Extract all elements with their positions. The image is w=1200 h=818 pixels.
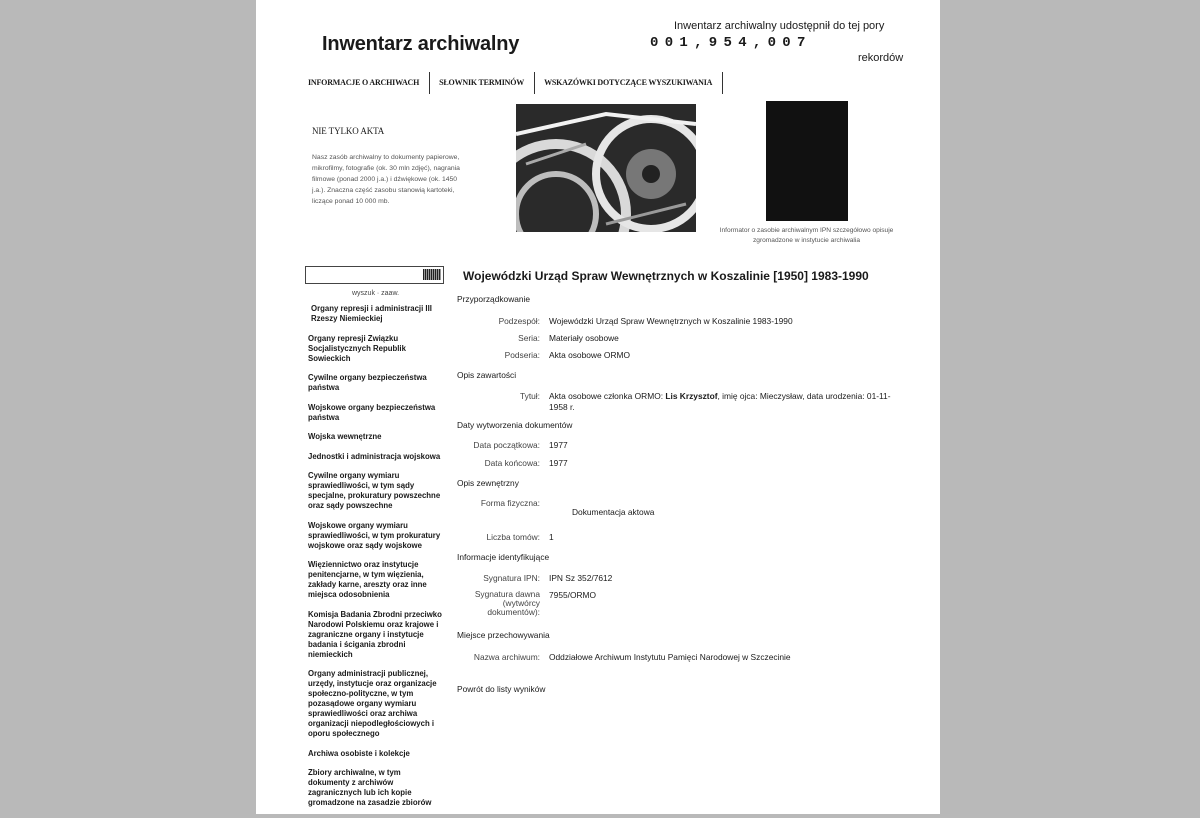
top-nav: [308, 72, 732, 101]
section-heading: Opis zewnętrzny: [457, 478, 519, 488]
document-page: [256, 0, 940, 814]
field-value: Oddziałowe Archiwum Instytutu Pamięci Narodowej w Szczecinie: [549, 652, 791, 662]
section-heading: Opis zawartości: [457, 370, 517, 380]
book-cover-photo[interactable]: [766, 101, 848, 221]
section-heading: Przyporządkowanie: [457, 294, 531, 304]
field-label: Data końcowa:: [484, 458, 540, 468]
sidebar-item[interactable]: Zbiory archiwalne, w tym dokumenty z archiwów zagranicznych lub ich kopie gromadzone na zasadzie zbiorów: [308, 768, 432, 807]
promo-text: Nasz zasób archiwalny to dokumenty papierowe, mikrofilmy, fotografie (ok. 30 mln zdjęć), nagrania filmowe (ponad 2000 j.a.) i dźwiękowe (ok. 1450 j.a.). Znaczna część zasobu stanowią kartoteki, liczące ponad 10 000 mb.: [312, 154, 460, 205]
back-to-results-link[interactable]: Powrót do listy wyników: [457, 684, 546, 694]
field-value: Materiały osobowe: [549, 333, 619, 343]
nav-divider: [722, 72, 723, 94]
search-input[interactable]: [305, 266, 444, 284]
title-prefix: Akta osobowe członka ORMO:: [549, 391, 666, 401]
photo-caption: Informator o zasobie archiwalnym IPN szczegółowo opisuje zgromadzone w instytucie archiwalia: [719, 227, 894, 244]
nav-search-tips[interactable]: WSKAZÓWKI DOTYCZĄCE WYSZUKIWANIA: [544, 78, 713, 87]
sidebar-item[interactable]: Komisja Badania Zbrodni przeciwko Narodowi Polskiemu oraz krajowe i zagraniczne organy i instytucje badania i ścigania zbrodni niemieckich: [308, 609, 442, 659]
sidebar-item[interactable]: Wojska wewnętrzne: [308, 432, 382, 441]
sidebar-item[interactable]: Organy represji i administracji III Rzeszy Niemieckiej: [311, 304, 432, 323]
sidebar-item[interactable]: Organy represji Związku Socjalistycznych Republik Sowieckich: [308, 333, 406, 363]
section-heading: Daty wytworzenia dokumentów: [457, 420, 573, 430]
field-value: 1977: [549, 458, 568, 468]
field-value: 1977: [549, 440, 568, 450]
nav-glossary[interactable]: SŁOWNIK TERMINÓW: [439, 78, 525, 87]
field-label: Tytuł:: [519, 391, 540, 401]
page-title: Inwentarz archiwalny: [322, 33, 520, 55]
nav-divider: [534, 72, 535, 94]
sidebar-item[interactable]: Cywilne organy wymiaru sprawiedliwości, w tym sądy specjalne, prokuratury powszechne oraz sądy powszechne: [308, 471, 441, 510]
sidebar-item[interactable]: Więziennictwo oraz instytucje penitencjarne, w tym więzienia, zakłady karne, areszty oraz inne miejsca odosobnienia: [308, 560, 427, 599]
field-label: Podseria:: [504, 350, 540, 360]
sidebar-item[interactable]: Cywilne organy bezpieczeństwa państwa: [308, 373, 427, 392]
person-name: Lis Krzysztof: [665, 391, 718, 401]
sidebar-item[interactable]: Wojskowe organy bezpieczeństwa państwa: [308, 402, 436, 422]
field-label: Podzespół:: [498, 316, 540, 326]
section-heading: Informacje identyfikujące: [457, 552, 550, 562]
title-suffix: , imię ojca: Mieczysław, data urodzenia: 01-11-1958 r.: [549, 391, 891, 412]
field-value: Wojewódzki Urząd Spraw Wewnętrznych w Koszalinie 1983-1990: [549, 316, 793, 326]
promo-heading[interactable]: NIE TYLKO AKTA: [312, 126, 385, 136]
field-label: Sygnatura IPN:: [483, 573, 540, 583]
record-counter: 001,954,007: [650, 35, 812, 51]
film-reels-photo: [516, 104, 696, 232]
field-label: Data początkowa:: [473, 440, 540, 450]
search-button[interactable]: [423, 269, 441, 280]
record-title: Wojewódzki Urząd Spraw Wewnętrznych w Koszalinie [1950] 1983-1990: [463, 269, 869, 283]
field-value-title: [549, 391, 899, 413]
field-value: 7955/ORMO: [549, 590, 597, 600]
sidebar-item[interactable]: Jednostki i administracja wojskowa: [308, 451, 441, 461]
field-value: Dokumentacja aktowa: [572, 507, 655, 517]
sidebar-menu: [308, 304, 442, 818]
nav-divider: [429, 72, 430, 94]
counter-unit: rekordów: [858, 52, 904, 64]
search-links[interactable]: wyszuk · zaaw.: [352, 290, 400, 297]
field-label: Liczba tomów:: [486, 532, 540, 542]
field-label: Sygnatura dawna (wytwórcy dokumentów):: [474, 589, 540, 617]
sidebar-item[interactable]: Archiwa osobiste i kolekcje: [308, 748, 410, 758]
section-heading: Miejsce przechowywania: [457, 630, 550, 640]
field-value: Akta osobowe ORMO: [549, 350, 630, 360]
nav-archives[interactable]: INFORMACJE O ARCHIWACH: [308, 78, 420, 87]
field-label: Seria:: [518, 333, 540, 343]
field-value: 1: [549, 532, 554, 542]
field-label: Nazwa archiwum:: [473, 652, 540, 662]
sidebar-item[interactable]: Organy administracji publicznej, urzędy, instytucje oraz organizacje społeczno-polityczne, w tym pozasądowe organy wymiaru sprawiedliwości oraz archiwa organizacji niepodległościowych i oporu społecznego: [308, 669, 437, 738]
field-label: Forma fizyczna:: [480, 498, 540, 508]
field-value: IPN Sz 352/7612: [549, 573, 613, 583]
sidebar-item[interactable]: Wojskowe organy wymiaru sprawiedliwości, w tym prokuratury wojskowe oraz sądy wojskowe: [308, 520, 441, 550]
counter-caption: Inwentarz archiwalny udostępnił do tej pory: [674, 20, 885, 32]
